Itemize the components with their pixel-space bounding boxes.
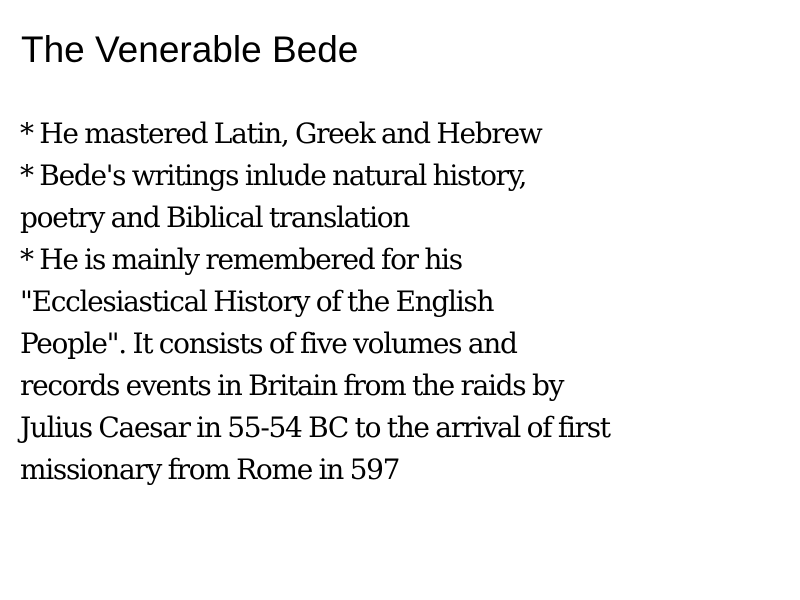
body-line-history-continued-5: missionary from Rome in 597 (20, 453, 400, 486)
body-line-bullet-languages: * He mastered Latin, Greek and Hebrew (20, 117, 542, 150)
body-line-history-continued-1: "Ecclesiastical History of the English (20, 285, 494, 318)
body-line-history-continued-4: Julius Caesar in 55-54 BC to the arrival of first (20, 411, 610, 444)
body-line-bullet-history: * He is mainly remembered for his (20, 243, 462, 276)
body-line-history-continued-3: records events in Britain from the raids by (20, 369, 564, 402)
body-line-history-continued-2: People". It consists of five volumes and (20, 327, 517, 360)
body-line-writings-continued: poetry and Biblical translation (20, 201, 410, 234)
slide-title: The Venerable Bede (21, 29, 359, 70)
slide-body (20, 113, 790, 491)
body-line-bullet-writings: * Bede's writings inlude natural history, (20, 159, 527, 192)
